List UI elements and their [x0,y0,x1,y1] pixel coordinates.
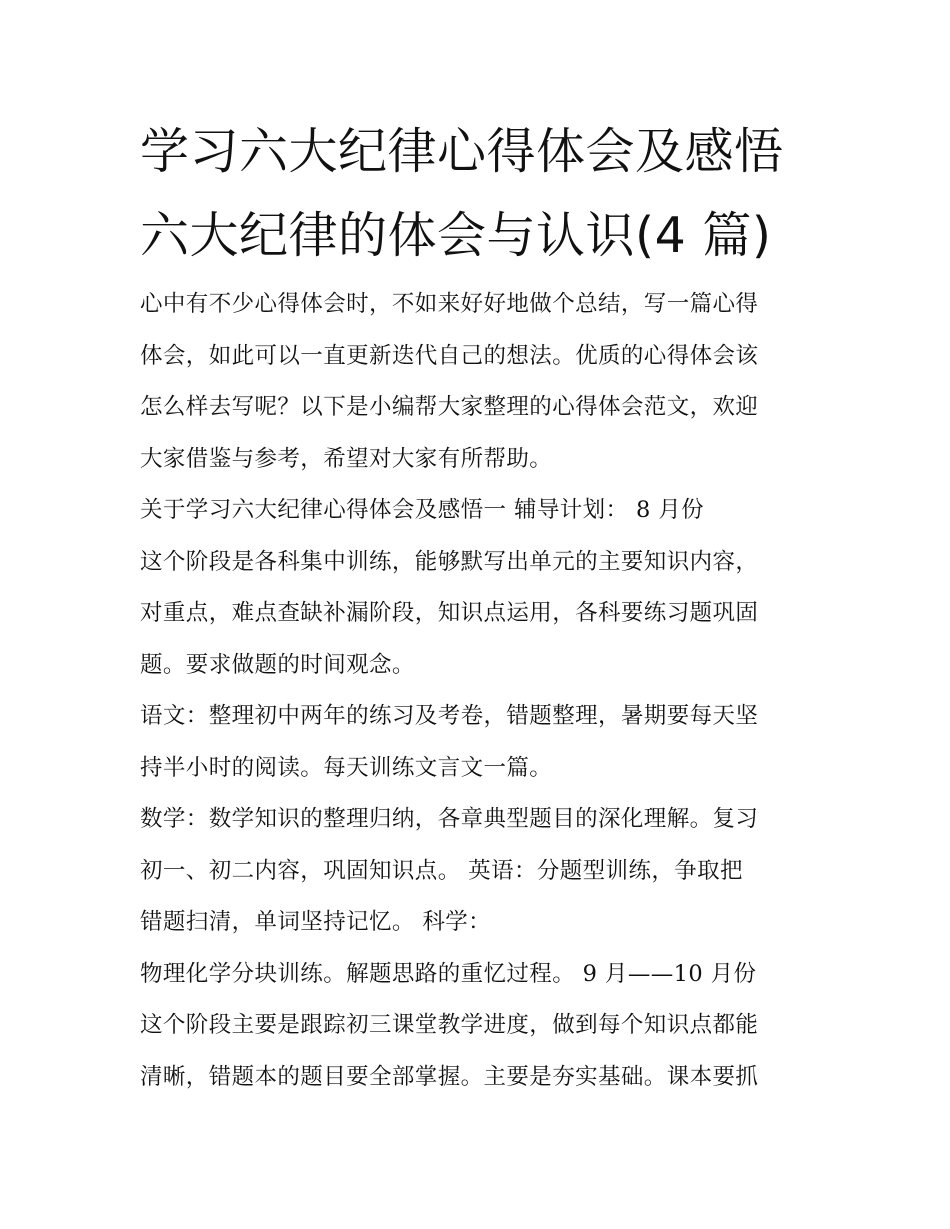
body-line: 物理化学分块训练。解题思路的重忆过程。 9 月——10 月份 [140,960,757,987]
body-line: 对重点，难点查缺补漏阶段，知识点运用，各科要练习题巩固 [140,600,759,626]
title-line: 六大纪律的体会与认识(4 篇) [140,207,772,264]
body-line: 这个阶段主要是跟踪初三课堂教学进度，做到每个知识点都能 [140,1012,759,1038]
body-line: 这个阶段是各科集中训练，能够默写出单元的主要知识内容， [140,548,759,575]
body-line: 题。要求做题的时间观念。 [140,651,415,678]
title-line: 学习六大纪律心得体会及感悟 [140,123,784,180]
body-line: 错题扫清，单词坚持记忆。 科学： [140,909,492,935]
document-body [140,279,830,1103]
body-line: 清晰，错题本的题目要全部掌握。主要是夯实基础。课本要抓 [140,1063,759,1090]
document-title [140,110,820,278]
body-line: 语文：整理初中两年的练习及考卷，错题整理，暑期要每天坚 [140,703,759,729]
body-line: 体会，如此可以一直更新迭代自己的想法。优质的心得体会该 [140,342,759,369]
body-line: 怎么样去写呢？以下是小编帮大家整理的心得体会范文，欢迎 [140,394,759,420]
body-line: 大家借鉴与参考，希望对大家有所帮助。 [140,445,553,472]
body-line: 持半小时的阅读。每天训练文言文一篇。 [140,754,553,781]
body-line: 关于学习六大纪律心得体会及感悟一 辅导计划： 8 月份 [140,497,705,523]
body-line: 初一、初二内容，巩固知识点。 英语：分题型训练，争取把 [140,857,743,884]
body-line: 数学：数学知识的整理归纳，各章典型题目的深化理解。复习 [140,806,759,832]
body-line: 心中有不少心得体会时，不如来好好地做个总结，写一篇心得 [140,291,759,317]
